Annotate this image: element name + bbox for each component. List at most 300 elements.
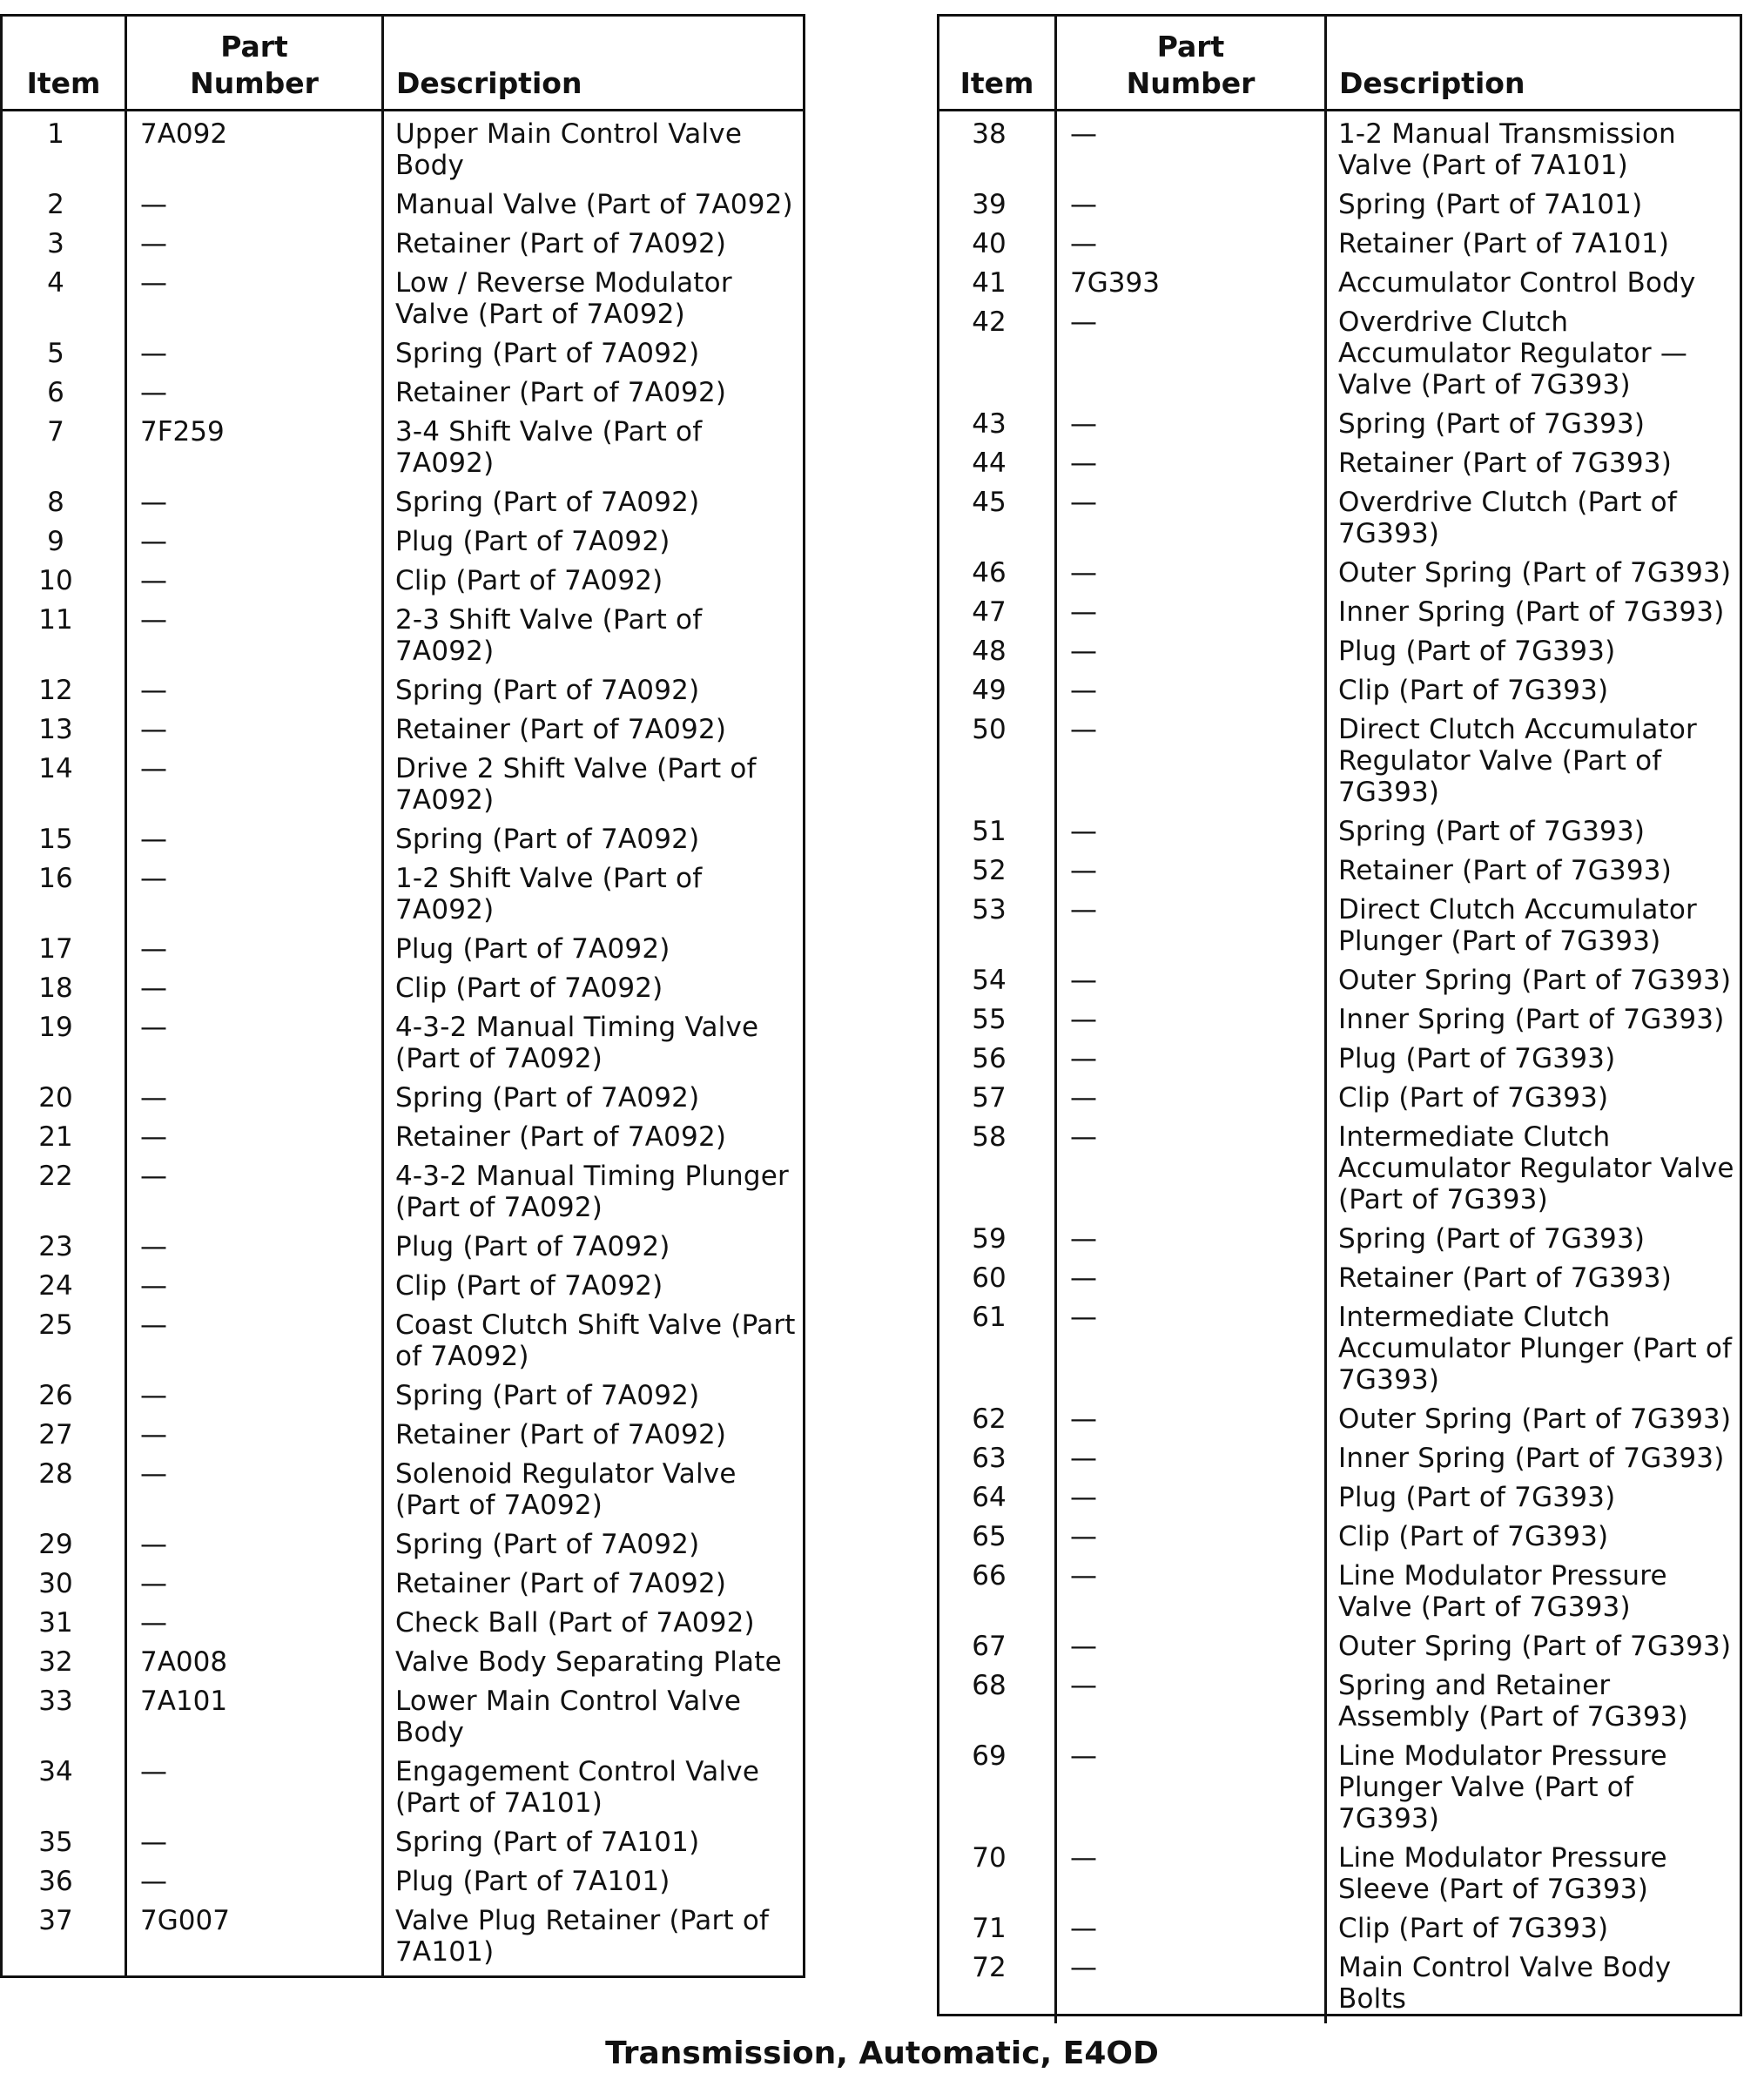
item-number: 37 — [38, 1905, 73, 1936]
description: Line Modulator Pressure Valve (Part of 7G393) — [1338, 1560, 1667, 1623]
table-row — [3, 416, 803, 487]
description: Retainer (Part of 7A092) — [395, 377, 727, 408]
item-number: 44 — [972, 448, 1007, 479]
table-row — [939, 448, 1740, 487]
part-number: — — [1070, 1443, 1097, 1474]
description: Low / Reverse Modulator Valve (Part of 7A092) — [395, 267, 732, 330]
part-number: — — [140, 1458, 167, 1490]
item-number: 68 — [972, 1670, 1007, 1701]
description: Spring and Retainer Assembly (Part of 7G393) — [1338, 1670, 1688, 1733]
part-number: — — [1070, 675, 1097, 706]
item-number: 5 — [47, 338, 64, 369]
description: Coast Clutch Shift Valve (Part of 7A092) — [395, 1309, 796, 1372]
description: Intermediate Clutch Accumulator Plunger (Part of 7G393) — [1338, 1302, 1733, 1396]
description: Spring (Part of 7A092) — [395, 675, 700, 706]
table-row — [939, 1842, 1740, 1913]
table-row — [3, 675, 803, 714]
table-row — [3, 526, 803, 565]
table-row — [3, 753, 803, 824]
description: 3-4 Shift Valve (Part of 7A092) — [395, 416, 703, 479]
description: Inner Spring (Part of 7G393) — [1338, 596, 1725, 628]
table-row — [3, 1529, 803, 1568]
description: Spring (Part of 7A101) — [1338, 189, 1643, 220]
table-row — [3, 1161, 803, 1231]
table-row — [939, 408, 1740, 448]
description: Outer Spring (Part of 7G393) — [1338, 1403, 1732, 1435]
item-number: 49 — [972, 675, 1007, 706]
part-number: — — [140, 1529, 167, 1560]
part-number: — — [1070, 1842, 1097, 1874]
part-number: — — [140, 377, 167, 408]
part-number: — — [1070, 1952, 1097, 1983]
table-row — [3, 933, 803, 972]
description: Plug (Part of 7G393) — [1338, 1043, 1616, 1074]
part-number: — — [1070, 1262, 1097, 1294]
header-description: Description — [1324, 17, 1740, 109]
description: Plug (Part of 7G393) — [1338, 636, 1616, 667]
item-number: 62 — [972, 1403, 1007, 1435]
description: Plug (Part of 7A092) — [395, 526, 670, 557]
item-number: 46 — [972, 557, 1007, 589]
item-number: 42 — [972, 306, 1007, 338]
table-row — [3, 267, 803, 338]
item-number: 59 — [972, 1223, 1007, 1255]
item-number: 64 — [972, 1482, 1007, 1513]
part-number: 7F259 — [140, 416, 225, 448]
table-row — [3, 1380, 803, 1419]
item-number: 54 — [972, 965, 1007, 996]
item-number: 25 — [38, 1309, 73, 1341]
description: Overdrive Clutch (Part of 7G393) — [1338, 487, 1677, 549]
part-number: — — [140, 1568, 167, 1599]
description: Line Modulator Pressure Sleeve (Part of 7G393) — [1338, 1842, 1667, 1905]
part-number: — — [140, 526, 167, 557]
table-row — [3, 338, 803, 377]
item-number: 45 — [972, 487, 1007, 518]
table-row — [3, 1827, 803, 1866]
part-number: — — [140, 1756, 167, 1787]
table-row — [3, 487, 803, 526]
table-row — [939, 1043, 1740, 1082]
description: Direct Clutch Accumulator Plunger (Part of 7G393) — [1338, 894, 1697, 957]
part-number: — — [1070, 1004, 1097, 1035]
description: Clip (Part of 7A092) — [395, 565, 663, 596]
part-number: 7G393 — [1070, 267, 1160, 299]
item-number: 55 — [972, 1004, 1007, 1035]
part-number: 7A092 — [140, 118, 228, 150]
description: Clip (Part of 7G393) — [1338, 675, 1609, 706]
description: 2-3 Shift Valve (Part of 7A092) — [395, 604, 703, 667]
table-row — [939, 1082, 1740, 1121]
part-number: — — [140, 1309, 167, 1341]
item-number: 14 — [38, 753, 73, 784]
part-number: — — [140, 1082, 167, 1114]
parts-table-right — [937, 14, 1742, 2016]
item-number: 20 — [38, 1082, 73, 1114]
description: Spring (Part of 7G393) — [1338, 816, 1646, 847]
item-number: 65 — [972, 1521, 1007, 1552]
column-divider — [125, 111, 127, 1975]
table-row — [3, 714, 803, 753]
item-number: 3 — [47, 228, 64, 259]
item-number: 28 — [38, 1458, 73, 1490]
description: Retainer (Part of 7G393) — [1338, 448, 1672, 479]
table-row — [3, 1866, 803, 1905]
part-number: — — [1070, 1740, 1097, 1772]
description: 1-2 Manual Transmission Valve (Part of 7A101) — [1338, 118, 1676, 181]
description: Spring (Part of 7A092) — [395, 824, 700, 855]
header-description: Description — [381, 17, 803, 109]
parts-table-left — [0, 14, 805, 1978]
description: Clip (Part of 7A092) — [395, 972, 663, 1004]
part-number: — — [1070, 557, 1097, 589]
table-row — [939, 1403, 1740, 1443]
description: 4-3-2 Manual Timing Plunger (Part of 7A092) — [395, 1161, 789, 1223]
table-row — [3, 1646, 803, 1686]
part-number: — — [1070, 1121, 1097, 1153]
item-number: 23 — [38, 1231, 73, 1262]
part-number: — — [1070, 228, 1097, 259]
part-number: — — [1070, 487, 1097, 518]
part-number: — — [140, 1827, 167, 1858]
item-number: 69 — [972, 1740, 1007, 1772]
description: Outer Spring (Part of 7G393) — [1338, 1631, 1732, 1662]
table-row — [939, 1913, 1740, 1952]
table-row — [939, 855, 1740, 894]
description: Plug (Part of 7A092) — [395, 933, 670, 965]
description: Main Control Valve Body Bolts — [1338, 1952, 1672, 2015]
item-number: 21 — [38, 1121, 73, 1153]
item-number: 38 — [972, 118, 1007, 150]
item-number: 19 — [38, 1012, 73, 1043]
item-number: 60 — [972, 1262, 1007, 1294]
item-number: 2 — [47, 189, 64, 220]
item-number: 72 — [972, 1952, 1007, 1983]
part-number: — — [1070, 118, 1097, 150]
part-number: — — [1070, 1482, 1097, 1513]
part-number: — — [1070, 1403, 1097, 1435]
description: Valve Body Separating Plate — [395, 1646, 782, 1678]
part-number: — — [140, 189, 167, 220]
table-row — [3, 824, 803, 863]
part-number: — — [1070, 306, 1097, 338]
description: Valve Plug Retainer (Part of 7A101) — [395, 1905, 770, 1968]
table-row — [3, 972, 803, 1012]
page-caption: Transmission, Automatic, E4OD — [605, 2036, 1159, 2071]
table-row — [939, 636, 1740, 675]
table-row — [3, 1121, 803, 1161]
part-number: — — [140, 338, 167, 369]
description: 4-3-2 Manual Timing Valve (Part of 7A092) — [395, 1012, 759, 1074]
table-row — [3, 1686, 803, 1756]
description: Check Ball (Part of 7A092) — [395, 1607, 755, 1639]
part-number: — — [1070, 448, 1097, 479]
item-number: 10 — [38, 565, 73, 596]
part-number: — — [140, 1121, 167, 1153]
description: Clip (Part of 7G393) — [1338, 1521, 1609, 1552]
description: Spring (Part of 7G393) — [1338, 1223, 1646, 1255]
item-number: 66 — [972, 1560, 1007, 1592]
part-number: 7A008 — [140, 1646, 228, 1678]
table-row — [3, 1756, 803, 1827]
part-number: — — [140, 1380, 167, 1411]
part-number: — — [140, 675, 167, 706]
table-row — [939, 557, 1740, 596]
item-number: 29 — [38, 1529, 73, 1560]
part-number: — — [140, 487, 167, 518]
table-row — [939, 1262, 1740, 1302]
table-row — [3, 1231, 803, 1270]
item-number: 26 — [38, 1380, 73, 1411]
column-divider — [1324, 111, 1327, 2023]
part-number: — — [1070, 1560, 1097, 1592]
item-number: 33 — [38, 1686, 73, 1717]
table-row — [3, 565, 803, 604]
description: Retainer (Part of 7A092) — [395, 1419, 727, 1450]
item-number: 39 — [972, 189, 1007, 220]
part-number: — — [1070, 1670, 1097, 1701]
description: Upper Main Control Valve Body — [395, 118, 743, 181]
description: Spring (Part of 7A092) — [395, 338, 700, 369]
part-number: — — [140, 933, 167, 965]
part-number: — — [1070, 714, 1097, 745]
description: Retainer (Part of 7A092) — [395, 1568, 727, 1599]
table-row — [3, 118, 803, 189]
table-row — [3, 189, 803, 228]
table-row — [939, 894, 1740, 965]
part-number: — — [140, 714, 167, 745]
part-number: — — [140, 604, 167, 636]
table-row — [939, 1443, 1740, 1482]
description: Plug (Part of 7A092) — [395, 1231, 670, 1262]
item-number: 24 — [38, 1270, 73, 1302]
part-number: — — [1070, 636, 1097, 667]
table-row — [939, 1670, 1740, 1740]
item-number: 63 — [972, 1443, 1007, 1474]
table-row — [3, 228, 803, 267]
part-number: — — [1070, 855, 1097, 886]
table-row — [3, 1905, 803, 1975]
item-number: 6 — [47, 377, 64, 408]
description: Engagement Control Valve (Part of 7A101) — [395, 1756, 760, 1819]
item-number: 13 — [38, 714, 73, 745]
item-number: 4 — [47, 267, 64, 299]
column-divider — [1054, 111, 1057, 2023]
item-number: 32 — [38, 1646, 73, 1678]
description: Outer Spring (Part of 7G393) — [1338, 557, 1732, 589]
part-number: — — [1070, 965, 1097, 996]
table-row — [939, 1004, 1740, 1043]
part-number: — — [140, 267, 167, 299]
item-number: 50 — [972, 714, 1007, 745]
description: Outer Spring (Part of 7G393) — [1338, 965, 1732, 996]
table-row — [939, 487, 1740, 557]
table-row — [3, 1458, 803, 1529]
item-number: 52 — [972, 855, 1007, 886]
description: Retainer (Part of 7G393) — [1338, 1262, 1672, 1294]
description: Spring (Part of 7A092) — [395, 1380, 700, 1411]
table-row — [939, 1223, 1740, 1262]
item-number: 16 — [38, 863, 73, 894]
part-number: — — [140, 565, 167, 596]
column-divider — [381, 111, 384, 1975]
description: Spring (Part of 7A092) — [395, 1529, 700, 1560]
item-number: 35 — [38, 1827, 73, 1858]
description: Retainer (Part of 7A092) — [395, 1121, 727, 1153]
item-number: 34 — [38, 1756, 73, 1787]
description: Plug (Part of 7A101) — [395, 1866, 670, 1897]
item-number: 53 — [972, 894, 1007, 925]
table-row — [3, 1568, 803, 1607]
part-number: — — [140, 1866, 167, 1897]
item-number: 17 — [38, 933, 73, 965]
table-row — [3, 1270, 803, 1309]
table-row — [939, 1521, 1740, 1560]
item-number: 18 — [38, 972, 73, 1004]
item-number: 31 — [38, 1607, 73, 1639]
table-body — [3, 111, 803, 1975]
table-row — [939, 1482, 1740, 1521]
item-number: 56 — [972, 1043, 1007, 1074]
table-row — [939, 1121, 1740, 1223]
header-item: Item — [959, 66, 1034, 100]
part-number: — — [1070, 1913, 1097, 1944]
part-number: — — [1070, 1302, 1097, 1333]
part-number: — — [140, 1607, 167, 1639]
part-number: — — [140, 1012, 167, 1043]
part-number: — — [140, 863, 167, 894]
part-number: 7G007 — [140, 1905, 230, 1936]
description: Clip (Part of 7A092) — [395, 1270, 663, 1302]
item-number: 67 — [972, 1631, 1007, 1662]
part-number: — — [1070, 816, 1097, 847]
item-number: 22 — [38, 1161, 73, 1192]
description: Plug (Part of 7G393) — [1338, 1482, 1616, 1513]
item-number: 40 — [972, 228, 1007, 259]
item-number: 43 — [972, 408, 1007, 440]
description: Intermediate Clutch Accumulator Regulator Valve (Part of 7G393) — [1338, 1121, 1734, 1215]
table-row — [939, 816, 1740, 855]
item-number: 7 — [47, 416, 64, 448]
item-number: 71 — [972, 1913, 1007, 1944]
description: Clip (Part of 7G393) — [1338, 1082, 1609, 1114]
item-number: 48 — [972, 636, 1007, 667]
table-row — [3, 1419, 803, 1458]
table-row — [939, 675, 1740, 714]
description: Line Modulator Pressure Plunger Valve (Part of 7G393) — [1338, 1740, 1667, 1834]
part-number: — — [1070, 1082, 1097, 1114]
description: Solenoid Regulator Valve (Part of 7A092) — [395, 1458, 737, 1521]
item-number: 58 — [972, 1121, 1007, 1153]
table-row — [3, 1012, 803, 1082]
part-number: — — [1070, 1043, 1097, 1074]
description: Lower Main Control Valve Body — [395, 1686, 742, 1748]
part-number: — — [1070, 1521, 1097, 1552]
table-row — [3, 604, 803, 675]
item-number: 47 — [972, 596, 1007, 628]
table-body — [939, 111, 1740, 2023]
description: Clip (Part of 7G393) — [1338, 1913, 1609, 1944]
part-number: — — [140, 1231, 167, 1262]
table-header — [939, 17, 1740, 111]
description: Direct Clutch Accumulator Regulator Valve (Part of 7G393) — [1338, 714, 1697, 808]
table-row — [939, 1740, 1740, 1842]
header-part-number: Part Number — [125, 17, 381, 109]
part-number: — — [140, 972, 167, 1004]
table-header — [3, 17, 803, 111]
description: Drive 2 Shift Valve (Part of 7A092) — [395, 753, 757, 816]
table-row — [939, 267, 1740, 306]
table-row — [3, 1309, 803, 1380]
part-number: — — [140, 1270, 167, 1302]
description: Accumulator Control Body — [1338, 267, 1696, 299]
description: 1-2 Shift Valve (Part of 7A092) — [395, 863, 703, 925]
part-number: — — [1070, 1223, 1097, 1255]
item-number: 8 — [47, 487, 64, 518]
item-number: 70 — [972, 1842, 1007, 1874]
part-number: — — [1070, 408, 1097, 440]
table-row — [939, 714, 1740, 816]
header-item: Item — [26, 66, 101, 100]
description: Retainer (Part of 7G393) — [1338, 855, 1672, 886]
item-number: 30 — [38, 1568, 73, 1599]
part-number: — — [1070, 894, 1097, 925]
table-row — [939, 1631, 1740, 1670]
item-number: 61 — [972, 1302, 1007, 1333]
item-number: 41 — [972, 267, 1007, 299]
table-row — [3, 863, 803, 933]
item-number: 12 — [38, 675, 73, 706]
part-number: — — [1070, 189, 1097, 220]
item-number: 36 — [38, 1866, 73, 1897]
description: Inner Spring (Part of 7G393) — [1338, 1443, 1725, 1474]
item-number: 11 — [38, 604, 73, 636]
table-row — [939, 228, 1740, 267]
item-number: 15 — [38, 824, 73, 855]
table-row — [939, 118, 1740, 189]
description: Retainer (Part of 7A092) — [395, 228, 727, 259]
part-number: — — [140, 1161, 167, 1192]
table-row — [939, 1302, 1740, 1403]
table-row — [3, 377, 803, 416]
table-row — [939, 596, 1740, 636]
item-number: 51 — [972, 816, 1007, 847]
description: Retainer (Part of 7A092) — [395, 714, 727, 745]
description: Retainer (Part of 7A101) — [1338, 228, 1670, 259]
table-row — [3, 1082, 803, 1121]
item-number: 27 — [38, 1419, 73, 1450]
table-row — [939, 189, 1740, 228]
table-row — [939, 1952, 1740, 2022]
part-number: — — [140, 824, 167, 855]
part-number: — — [140, 1419, 167, 1450]
part-number: — — [140, 228, 167, 259]
table-row — [939, 306, 1740, 408]
part-number: — — [140, 753, 167, 784]
header-part-number: Part Number — [1054, 17, 1324, 109]
description: Overdrive Clutch Accumulator Regulator — Valve (Part of 7G393) — [1338, 306, 1688, 400]
description: Spring (Part of 7A092) — [395, 487, 700, 518]
part-number: 7A101 — [140, 1686, 228, 1717]
description: Inner Spring (Part of 7G393) — [1338, 1004, 1725, 1035]
item-number: 1 — [47, 118, 64, 150]
part-number: — — [1070, 1631, 1097, 1662]
part-number: — — [1070, 596, 1097, 628]
description: Manual Valve (Part of 7A092) — [395, 189, 793, 220]
table-row — [939, 965, 1740, 1004]
table-row — [3, 1607, 803, 1646]
item-number: 57 — [972, 1082, 1007, 1114]
